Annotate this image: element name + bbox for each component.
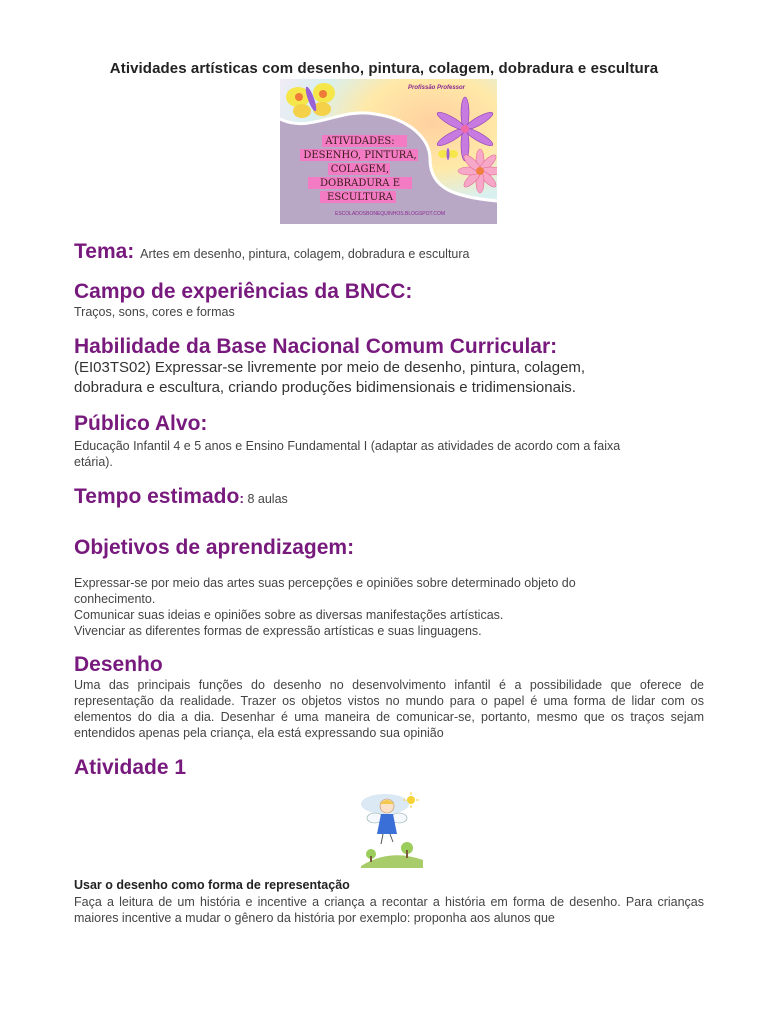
fairy-clipart-image xyxy=(357,790,423,868)
objetivo-item: conhecimento. xyxy=(74,592,156,606)
atividade1-text: Faça a leitura de um história e incentive a criança a recontar a história em forma de desenho. Para crianças maiores incentive a mudar o gênero da história por exemplo: proponha aos alunos que xyxy=(74,895,704,925)
banner-top-label: Profissão Professor xyxy=(408,85,466,91)
campo-heading: Campo de experiências da BNCC: xyxy=(74,280,413,303)
habilidade-text: (EI03TS02) Expressar-se livremente por meio de desenho, pintura, colagem, dobradura e escultura, criando produções bidimensionais e tridimensionais. xyxy=(74,359,586,396)
banner-image xyxy=(280,79,497,224)
objetivo-item: Expressar-se por meio das artes suas percepções e opiniões sobre determinado objeto do xyxy=(74,576,576,590)
tempo-section: Tempo estimado: 8 aulas xyxy=(74,485,288,508)
tema-value: Artes em desenho, pintura, colagem, dobradura e escultura xyxy=(140,247,470,261)
objetivo-item: Comunicar suas ideias e opiniões sobre as diversas manifestações artísticas. xyxy=(74,608,504,622)
objetivos-heading: Objetivos de aprendizagem: xyxy=(74,536,355,559)
objetivos-list xyxy=(74,575,576,639)
tempo-value: 8 aulas xyxy=(243,492,288,506)
tempo-label: Tempo estimado xyxy=(74,485,240,508)
habilidade-heading: Habilidade da Base Nacional Comum Curricular: xyxy=(74,335,558,358)
desenho-text: Uma das principais funções do desenho no desenvolvimento infantil é a possibilidade que oferece de representação da realidade. Trazer os objetos vistos no mundo para o papel é uma forma de lidar com os elementos do dia a dia. Desenhar é uma maneira de comunicar-se, portanto, mesmo que os traços sejam entendidos apenas pela criança, ela está expressando sua opinião xyxy=(74,678,704,740)
atividade1-heading: Atividade 1 xyxy=(74,756,187,779)
banner-text: ATIVIDADES: DESENHO, PINTURA, COLAGEM, DOBRADURA E ESCULTURA xyxy=(303,136,417,203)
banner-footer-url: ESCOLADOSBONEQUINHOS.BLOGSPOT.COM xyxy=(335,211,446,217)
publico-heading: Público Alvo: xyxy=(74,412,208,435)
objetivo-item: Vivenciar as diferentes formas de expressão artísticas e suas linguagens. xyxy=(74,624,482,638)
atividade1-subtitle: Usar o desenho como forma de representação xyxy=(74,878,350,892)
tema-section xyxy=(74,240,470,264)
tema-label: Tema: xyxy=(74,240,135,263)
publico-text: Educação Infantil 4 e 5 anos e Ensino Fundamental I (adaptar as atividades de acordo com a faixa etária). xyxy=(74,439,621,469)
campo-value: Traços, sons, cores e formas xyxy=(74,305,235,319)
desenho-heading: Desenho xyxy=(74,653,163,676)
document-title: Atividades artísticas com desenho, pintura, colagem, dobradura e escultura xyxy=(109,60,659,77)
